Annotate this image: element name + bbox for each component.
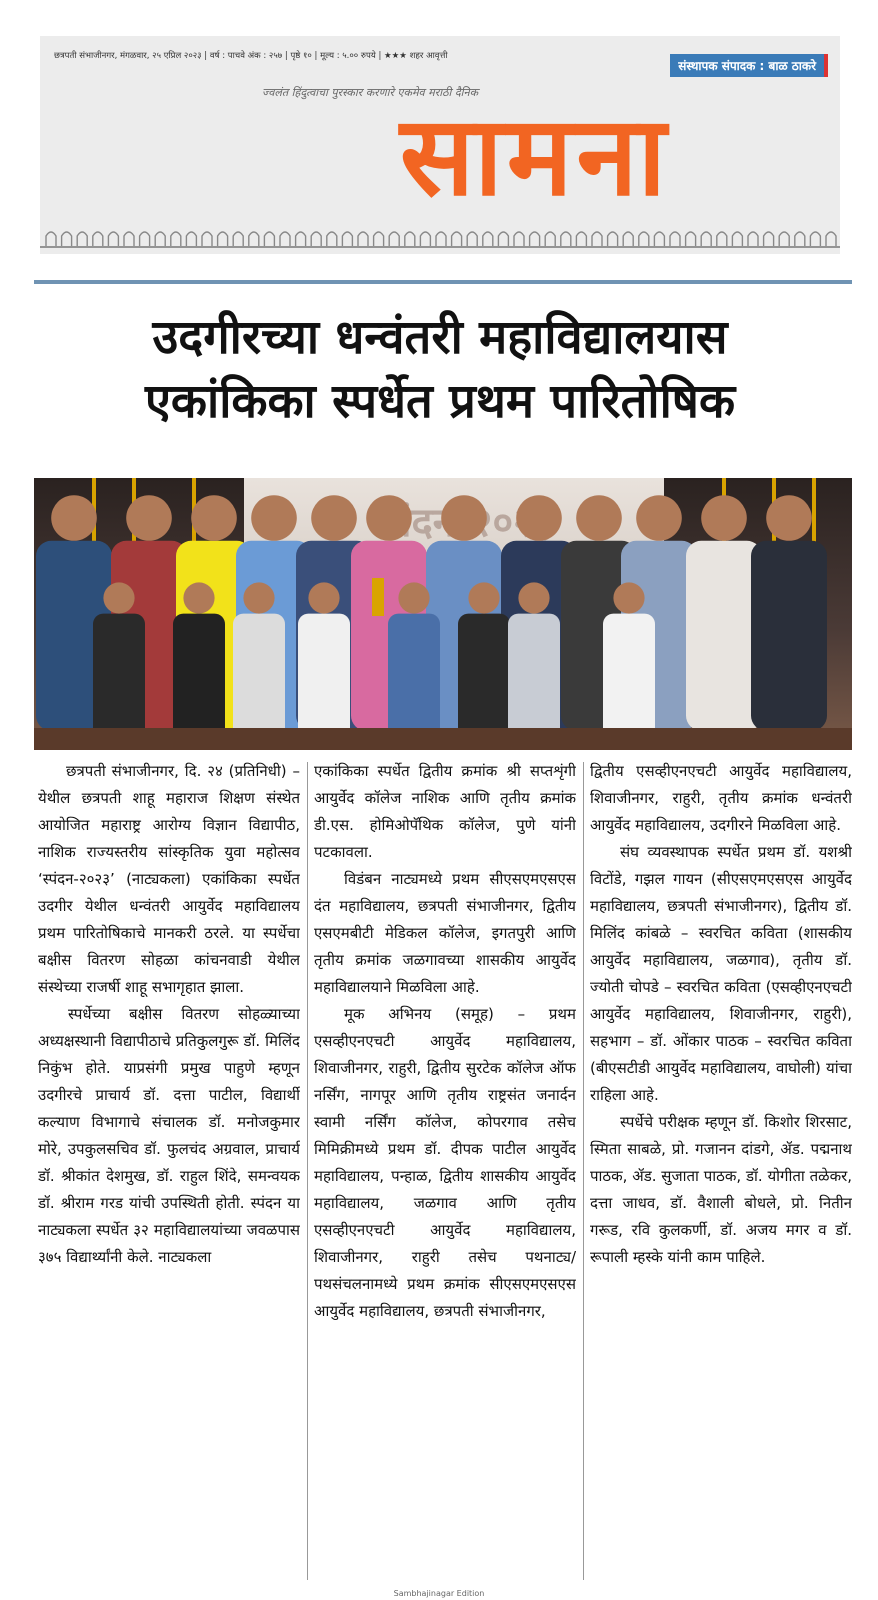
paragraph: मूक अभिनय (समूह) – प्रथम एसव्हीएनएचटी आयुर्वेद महाविद्यालय, शिवाजीनगर, राहुरी, द्वितीय सुरटेक कॉलेज ऑफ नर्सिंग, नागपूर आणि तृतीय राष्ट्रसंत जनार्दन स्वामी नर्सिंग कॉलेज, कोपरगाव तसेच मिमिक्रीमध्ये प्रथम डॉ. दीपक पाटील आयुर्वेद महाविद्यालय, पन्हाळ, द्वितीय शासकीय आयुर्वेद महाविद्यालय, जळगाव आणि तृतीय एसव्हीएनएचटी आयुर्वेद महाविद्यालय, शिवाजीनगर, राहुरी तसेच पथनाट्य/पथसंचलनामध्ये प्रथम क्रमांक सीएसएमएसएस आयुर्वेद महाविद्यालय, छत्रपती संभाजीनगर, xyxy=(314,1005,576,1320)
paragraph: स्पर्धेच्या बक्षीस वितरण सोहळ्याच्या अध्यक्षस्थानी विद्यापीठाचे प्रतिकुलगुरू डॉ. मिलिंद निकुंभ होते. याप्रसंगी प्रमुख पाहुणे म्हणून उदगीरचे प्राचार्य डॉ. दत्ता पाटील, विद्यार्थी कल्याण विभागाचे संचालक डॉ. मनोजकुमार मोरे, उपकुलसचिव डॉ. फुलचंद अग्रवाल, प्राचार्य डॉ. श्रीकांत देशमुख, डॉ. राहुल शिंदे, समन्वयक डॉ. श्रीराम गरड यांची उपस्थिती होती. स्पंदन या नाट्यकला स्पर्धेत ३२ महाविद्यालयांच्या जवळपास ३७५ विद्यार्थ्यांनी केले. नाट्यकला xyxy=(38,1005,300,1266)
paragraph: स्पर्धेचे परीक्षक म्हणून डॉ. किशोर शिरसाट, स्मिता साबळे, प्रो. गजानन दांडगे, ॲड. पद्मनाथ पाठक, ॲड. सुजाता पाठक, डॉ. योगीता तळेकर, दत्ता जाधव, डॉ. वैशाली बोधले, प्रो. नितीन गरूड, रवि कुलकर्णी, डॉ. अजय मगर व डॉ. रूपाली म्हस्के यांनी काम पाहिले. xyxy=(590,1113,852,1266)
paragraph: विडंबन नाट्यमध्ये प्रथम सीएसएमएसएस दंत महाविद्यालय, छत्रपती संभाजीनगर, द्वितीय एसएमबीटी मेडिकल कॉलेज, इगतपुरी आणि तृतीय क्रमांक जळगावच्या शासकीय आयुर्वेद महाविद्यालयाने मिळविला आहे. xyxy=(314,870,576,996)
article-column-1 xyxy=(38,758,300,1584)
column-rule xyxy=(307,762,308,1580)
article-column-2 xyxy=(314,758,576,1584)
newspaper-logo: सामना xyxy=(399,94,671,218)
article-column-3 xyxy=(590,758,852,1584)
edition-label: Sambhajinagar Edition xyxy=(393,1589,485,1598)
article-body xyxy=(34,758,852,1584)
paragraph: संघ व्यवस्थापक स्पर्धेत प्रथम डॉ. यशश्री विटोंडे, गझल गायन (सीएसएमएसएस आयुर्वेद महाविद्यालय, छत्रपती संभाजीनगर), द्वितीय डॉ. मिलिंद कांबळे – स्वरचित कविता (शासकीय आयुर्वेद महाविद्यालय, जळगाव), तृतीय डॉ. ज्योती चोपडे – स्वरचित कविता (एसव्हीएनएचटी आयुर्वेद महाविद्यालय, शिवाजीनगर, राहुरी), सहभाग – डॉ. ओंकार पाठक – स्वरचित कविता (बीएसटीडी आयुर्वेद महाविद्यालय, वाघोली) यांचा राहिला आहे. xyxy=(590,843,852,1104)
paragraph: द्वितीय एसव्हीएनएचटी आयुर्वेद महाविद्यालय, शिवाजीनगर, राहुरी, तृतीय क्रमांक धन्वंतरी आयुर्वेद महाविद्यालय, उदगीरने मिळविला आहे. xyxy=(590,762,852,834)
arches-decoration xyxy=(40,226,840,248)
headline-line-1: उदगीरच्या धन्वंतरी महाविद्यालयास xyxy=(152,310,728,365)
masthead-tagline: ज्वलंत हिंदुत्वाचा पुरस्कार करणारे एकमेव मराठी दैनिक xyxy=(262,86,479,99)
dateline: छत्रपती संभाजीनगर, मंगळवार, २५ एप्रिल २०२३ | वर्ष : पाचवे अंक : २५७ | पृष्ठे १० | मूल्य : ५.०० रुपये | ★★★ शहर आवृत्ती xyxy=(54,51,448,61)
section-divider xyxy=(34,280,852,284)
founder-editor-badge: संस्थापक संपादक : बाळ ठाकरे xyxy=(670,54,828,77)
masthead xyxy=(40,36,840,254)
headline-line-2: एकांकिका स्पर्धेत प्रथम पारितोषिक xyxy=(144,374,736,429)
column-rule xyxy=(583,762,584,1580)
award-ceremony-photo xyxy=(34,478,852,750)
article-headline xyxy=(30,306,850,434)
paragraph: एकांकिका स्पर्धेत द्वितीय क्रमांक श्री सप्तशृंगी आयुर्वेद कॉलेज नाशिक आणि तृतीय क्रमांक डी.एस. होमिओपॅथिक कॉलेज, पुणे यांनी पटकावला. xyxy=(314,762,576,861)
paragraph: छत्रपती संभाजीनगर, दि. २४ (प्रतिनिधी) – येथील छत्रपती शाहू महाराज शिक्षण संस्थेत आयोजित महाराष्ट्र आरोग्य विज्ञान विद्यापीठ, नाशिक राज्यस्तरीय सांस्कृतिक युवा महोत्सव ‘स्पंदन-२०२३’ (नाट्यकला) एकांकिका स्पर्धेत उदगीर येथील धन्वंतरी आयुर्वेद महाविद्यालय प्रथम पारितोषिकाचे मानकरी ठरले. या स्पर्धेचा बक्षीस वितरण सोहळा कांचनवाडी येथील संस्थेच्या राजर्षी शाहू सभागृहात झाला. xyxy=(38,762,300,996)
